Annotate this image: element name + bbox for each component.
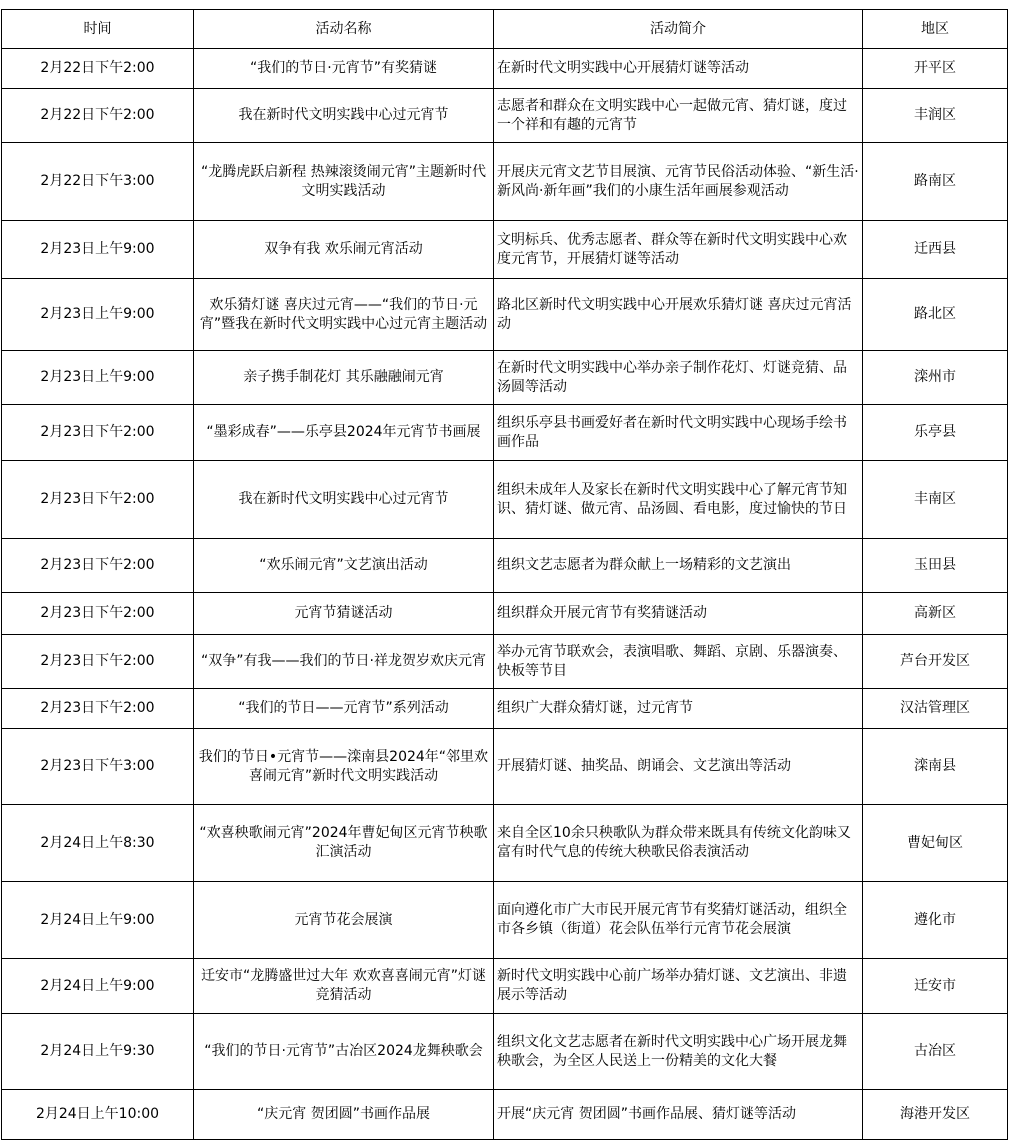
cell-area: 乐亭县 xyxy=(863,405,1008,461)
cell-activity-name: “我们的节日——元宵节”系列活动 xyxy=(194,689,494,729)
cell-activity-name: 我们的节日•元宵节——滦南县2024年“邻里欢喜闹元宵”新时代文明实践活动 xyxy=(194,729,494,805)
cell-activity-description: 文明标兵、优秀志愿者、群众等在新时代文明实践中心欢度元宵节，开展猜灯谜等活动 xyxy=(494,221,863,279)
table-row xyxy=(2,1090,1008,1140)
cell-time: 2月24日上午10:00 xyxy=(2,1090,194,1140)
cell-time: 2月23日下午2:00 xyxy=(2,461,194,539)
cell-area: 海港开发区 xyxy=(863,1090,1008,1140)
table-row xyxy=(2,351,1008,405)
cell-time: 2月22日下午2:00 xyxy=(2,89,194,143)
cell-time: 2月23日下午2:00 xyxy=(2,539,194,593)
cell-area: 芦台开发区 xyxy=(863,635,1008,689)
table-row xyxy=(2,89,1008,143)
table-row xyxy=(2,729,1008,805)
header-row xyxy=(2,10,1008,49)
cell-area: 滦州市 xyxy=(863,351,1008,405)
cell-activity-name: 双争有我 欢乐闹元宵活动 xyxy=(194,221,494,279)
cell-area: 遵化市 xyxy=(863,882,1008,959)
cell-activity-name: 迁安市“龙腾盛世过大年 欢欢喜喜闹元宵”灯谜竞猜活动 xyxy=(194,959,494,1014)
cell-time: 2月24日上午8:30 xyxy=(2,805,194,882)
table-row xyxy=(2,593,1008,635)
cell-activity-name: “欢乐闹元宵”文艺演出活动 xyxy=(194,539,494,593)
cell-activity-name: 元宵节猜谜活动 xyxy=(194,593,494,635)
cell-time: 2月23日下午2:00 xyxy=(2,689,194,729)
cell-time: 2月23日下午2:00 xyxy=(2,405,194,461)
table-row xyxy=(2,689,1008,729)
cell-activity-description: 组织群众开展元宵节有奖猜谜活动 xyxy=(494,593,863,635)
cell-activity-name: “庆元宵 贺团圆”书画作品展 xyxy=(194,1090,494,1140)
header-activity-description: 活动简介 xyxy=(494,10,863,49)
cell-time: 2月23日上午9:00 xyxy=(2,351,194,405)
header-activity-name: 活动名称 xyxy=(194,10,494,49)
cell-activity-name: “龙腾虎跃启新程 热辣滚烫闹元宵”主题新时代文明实践活动 xyxy=(194,143,494,221)
cell-activity-description: 组织文艺志愿者为群众献上一场精彩的文艺演出 xyxy=(494,539,863,593)
cell-activity-description: 举办元宵节联欢会，表演唱歌、舞蹈、京剧、乐器演奏、快板等节目 xyxy=(494,635,863,689)
cell-time: 2月24日上午9:00 xyxy=(2,959,194,1014)
cell-area: 曹妃甸区 xyxy=(863,805,1008,882)
table-row xyxy=(2,405,1008,461)
cell-area: 滦南县 xyxy=(863,729,1008,805)
table-body xyxy=(2,49,1008,1140)
cell-activity-description: 开展庆元宵文艺节目展演、元宵节民俗活动体验、“新生活·新风尚·新年画”我们的小康生活年画展参观活动 xyxy=(494,143,863,221)
table-row xyxy=(2,221,1008,279)
table-row xyxy=(2,143,1008,221)
cell-activity-description: 组织未成年人及家长在新时代文明实践中心了解元宵节知识、猜灯谜、做元宵、品汤圆、看电影，度过愉快的节日 xyxy=(494,461,863,539)
cell-activity-description: 在新时代文明实践中心开展猜灯谜等活动 xyxy=(494,49,863,89)
table-row xyxy=(2,461,1008,539)
cell-activity-name: “墨彩成春”——乐亭县2024年元宵节书画展 xyxy=(194,405,494,461)
cell-activity-description: 组织文化文艺志愿者在新时代文明实践中心广场开展龙舞秧歌会，为全区人民送上一份精美的文化大餐 xyxy=(494,1014,863,1090)
cell-activity-name: 元宵节花会展演 xyxy=(194,882,494,959)
table-row xyxy=(2,635,1008,689)
cell-area: 汉沽管理区 xyxy=(863,689,1008,729)
cell-activity-name: 我在新时代文明实践中心过元宵节 xyxy=(194,461,494,539)
cell-time: 2月23日上午9:00 xyxy=(2,279,194,351)
cell-activity-description: 新时代文明实践中心前广场举办猜灯谜、文艺演出、非遗展示等活动 xyxy=(494,959,863,1014)
cell-area: 路南区 xyxy=(863,143,1008,221)
cell-activity-name: “双争”有我——我们的节日·祥龙贺岁欢庆元宵 xyxy=(194,635,494,689)
table-row xyxy=(2,279,1008,351)
activity-schedule-table xyxy=(1,9,1008,1140)
cell-time: 2月23日下午3:00 xyxy=(2,729,194,805)
cell-activity-description: 在新时代文明实践中心举办亲子制作花灯、灯谜竞猜、品汤圆等活动 xyxy=(494,351,863,405)
cell-activity-name: “欢喜秧歌闹元宵”2024年曹妃甸区元宵节秧歌汇演活动 xyxy=(194,805,494,882)
cell-time: 2月23日下午2:00 xyxy=(2,635,194,689)
cell-area: 迁安市 xyxy=(863,959,1008,1014)
cell-area: 开平区 xyxy=(863,49,1008,89)
cell-time: 2月22日下午2:00 xyxy=(2,49,194,89)
cell-area: 古冶区 xyxy=(863,1014,1008,1090)
table-row xyxy=(2,882,1008,959)
cell-activity-description: 来自全区10余只秧歌队为群众带来既具有传统文化韵味又富有时代气息的传统大秧歌民俗表演活动 xyxy=(494,805,863,882)
cell-area: 高新区 xyxy=(863,593,1008,635)
cell-area: 路北区 xyxy=(863,279,1008,351)
cell-area: 丰南区 xyxy=(863,461,1008,539)
cell-activity-description: 志愿者和群众在文明实践中心一起做元宵、猜灯谜，度过一个祥和有趣的元宵节 xyxy=(494,89,863,143)
cell-area: 玉田县 xyxy=(863,539,1008,593)
table-row xyxy=(2,539,1008,593)
cell-activity-name: 欢乐猜灯谜 喜庆过元宵——“我们的节日·元宵”暨我在新时代文明实践中心过元宵主题活动 xyxy=(194,279,494,351)
table-row xyxy=(2,959,1008,1014)
cell-activity-description: 开展“庆元宵 贺团圆”书画作品展、猜灯谜等活动 xyxy=(494,1090,863,1140)
cell-time: 2月24日上午9:00 xyxy=(2,882,194,959)
cell-time: 2月23日下午2:00 xyxy=(2,593,194,635)
header-area: 地区 xyxy=(863,10,1008,49)
cell-activity-description: 路北区新时代文明实践中心开展欢乐猜灯谜 喜庆过元宵活动 xyxy=(494,279,863,351)
cell-activity-name: 亲子携手制花灯 其乐融融闹元宵 xyxy=(194,351,494,405)
table-row xyxy=(2,805,1008,882)
cell-activity-description: 开展猜灯谜、抽奖品、朗诵会、文艺演出等活动 xyxy=(494,729,863,805)
cell-time: 2月22日下午3:00 xyxy=(2,143,194,221)
cell-activity-description: 面向遵化市广大市民开展元宵节有奖猜灯谜活动，组织全市各乡镇（街道）花会队伍举行元宵节花会展演 xyxy=(494,882,863,959)
table-row xyxy=(2,49,1008,89)
cell-activity-name: “我们的节日·元宵节”古冶区2024龙舞秧歌会 xyxy=(194,1014,494,1090)
cell-activity-description: 组织乐亭县书画爱好者在新时代文明实践中心现场手绘书画作品 xyxy=(494,405,863,461)
cell-activity-description: 组织广大群众猜灯谜，过元宵节 xyxy=(494,689,863,729)
cell-area: 丰润区 xyxy=(863,89,1008,143)
cell-time: 2月24日上午9:30 xyxy=(2,1014,194,1090)
table-row xyxy=(2,1014,1008,1090)
header-time: 时间 xyxy=(2,10,194,49)
cell-time: 2月23日上午9:00 xyxy=(2,221,194,279)
cell-activity-name: “我们的节日·元宵节”有奖猜谜 xyxy=(194,49,494,89)
cell-area: 迁西县 xyxy=(863,221,1008,279)
cell-activity-name: 我在新时代文明实践中心过元宵节 xyxy=(194,89,494,143)
